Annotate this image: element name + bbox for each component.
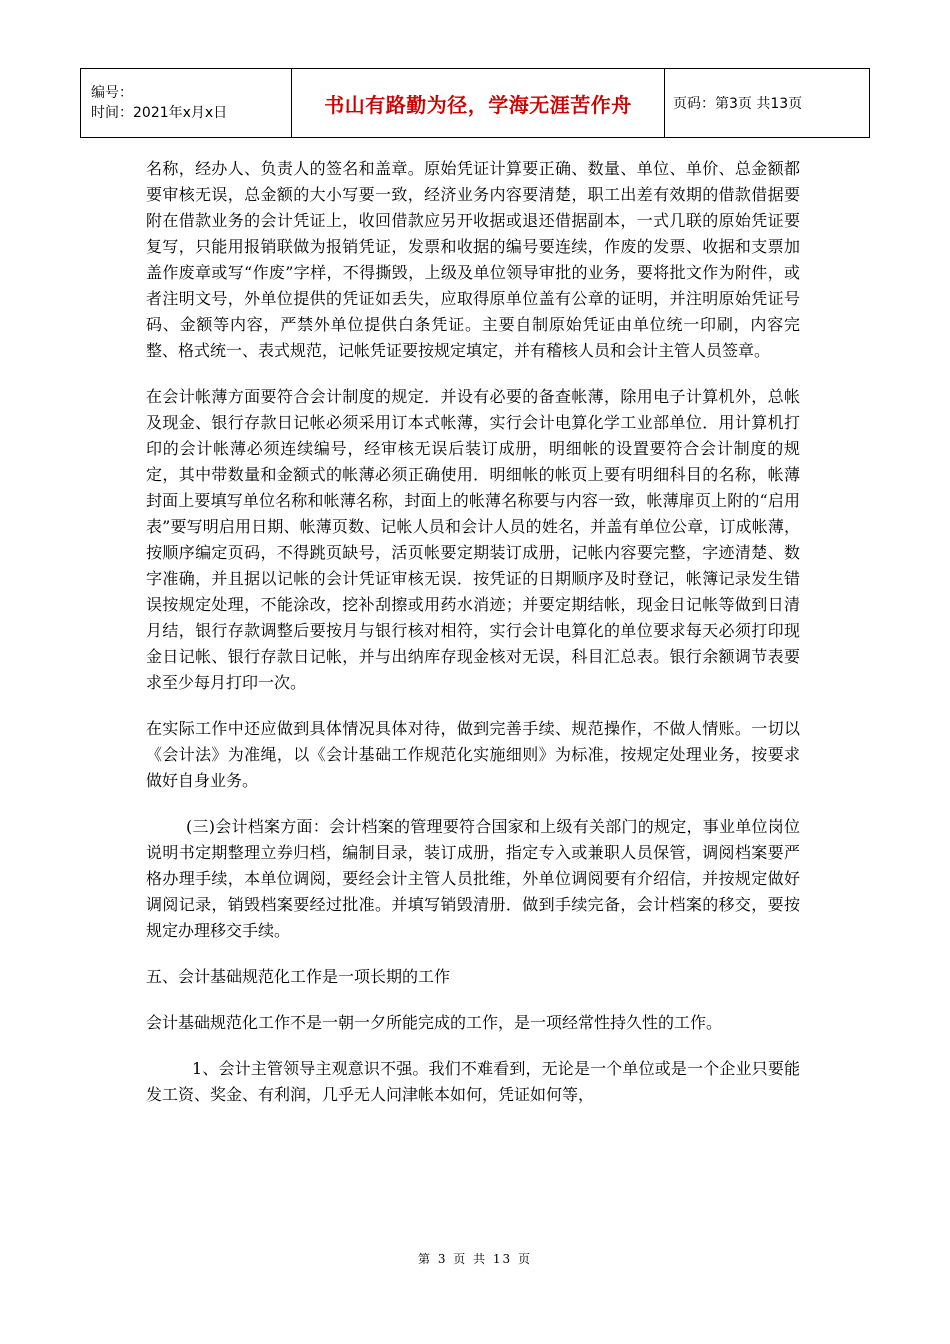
serial-number-label: 编号： — [91, 85, 133, 101]
paragraph-account-books: 在会计帐薄方面要符合会计制度的规定．并设有必要的备查帐薄，除用电子计算机外，总帐及现金、银行存款日记帐必须采用订本式帐薄，实行会计电算化学工业部单位．用计算机打印的会计帐薄必须连续编号，经审核无误后装订成册，明细帐的设置要符合会计制度的规定，其中带数量和金额式的帐薄必须正确使用．明细帐的帐页上要有明细科目的名称，帐薄封面上要填写单位名称和帐薄名称，封面上的帐薄名称要与内容一致，帐薄扉页上附的“启用表”要写明启用日期、帐薄页数、记帐人员和会计人员的姓名，并盖有单位公章，订成帐薄，按顺序编定页码，不得跳页缺号，活页帐要定期装订成册，记帐内容要完整，字迹清楚、数字准确，并且据以记帐的会计凭证审核无误．按凭证的日期顺序及时登记，帐簿记录发生错误按规定处理，不能涂改，挖补刮擦或用药水消迹；并要定期结帐，现金日记帐等做到日清月结，银行存款调整后要按月与银行核对相符，实行会计电算化的单位要求每天必须打印现金日记帐、银行存款日记帐，并与出纳库存现金核对无误，科目汇总表。银行余额调节表要求至少每月打印一次。 — [146, 387, 800, 692]
document-header — [80, 68, 870, 138]
motto-banner: 书山有路勤为径，学海无涯苦作舟 — [292, 69, 665, 138]
page-footer: 第 3 页 共 13 页 — [418, 1252, 532, 1266]
paragraph-original-vouchers: 名称，经办人、负责人的签名和盖章。原始凭证计算要正确、数量、单位、单价、总金额都要审核无误，总金额的大小写要一致，经济业务内容要清楚，职工出差有效期的借款借据要附在借款业务的会计凭证上，收回借款应另开收据或退还借据副本，一式几联的原始凭证要复写，只能用报销联做为报销凭证，发票和收据的编号要连续，作废的发票、收据和支票加盖作废章或写“作废”字样，不得撕毁，上级及单位领导审批的业务，要将批文作为附件，或者注明文号，外单位提供的凭证如丢失，应取得原单位盖有公章的证明，并注明原始凭证号码、金额等内容，严禁外单位提供白条凭证。主要自制原始凭证由单位统一印刷，内容完整、格式统一、表式规范，记帐凭证要按规定填定，并有稽核人员和会计主管人员签章。 — [146, 159, 800, 360]
time-label: 时间：2021年x月x日 — [91, 105, 228, 121]
paragraph-practical-work: 在实际工作中还应做到具体情况具体对待，做到完善手续、规范操作，不做人情账。一切以《会计法》为准绳，以《会计基础工作规范化实施细则》为标准，按规定处理业务，按要求做好自身业务。 — [146, 719, 800, 790]
paragraph-long-term-work: 会计基础规范化工作不是一朝一夕所能完成的工作，是一项经常性持久性的工作。 — [146, 1013, 723, 1032]
header-meta-cell — [81, 69, 292, 138]
document-body — [146, 156, 800, 1128]
page-number-info: 页码：第3页 共13页 — [665, 69, 870, 138]
paragraph-point-one: 1、会计主管领导主观意识不强。我们不难看到，无论是一个单位或是一个企业只要能发工资、奖金、有利润，几乎无人问津帐本如何，凭证如何等， — [146, 1059, 800, 1104]
paragraph-accounting-archives: (三)会计档案方面：会计档案的管理要符合国家和上级有关部门的规定，事业单位岗位说明书定期整理立券归档，编制目录，装订成册，指定专入或兼职人员保管，调阅档案要严格办理手续，本单位调阅，要经会计主管人员批维，外单位调阅要有介绍信，并按规定做好调阅记录，销毁档案要经过批准。并填写销毁清册．做到手续完备，会计档案的移交，要按规定办理移交手续。 — [146, 817, 800, 940]
section-heading-five: 五、会计基础规范化工作是一项长期的工作 — [146, 967, 451, 986]
